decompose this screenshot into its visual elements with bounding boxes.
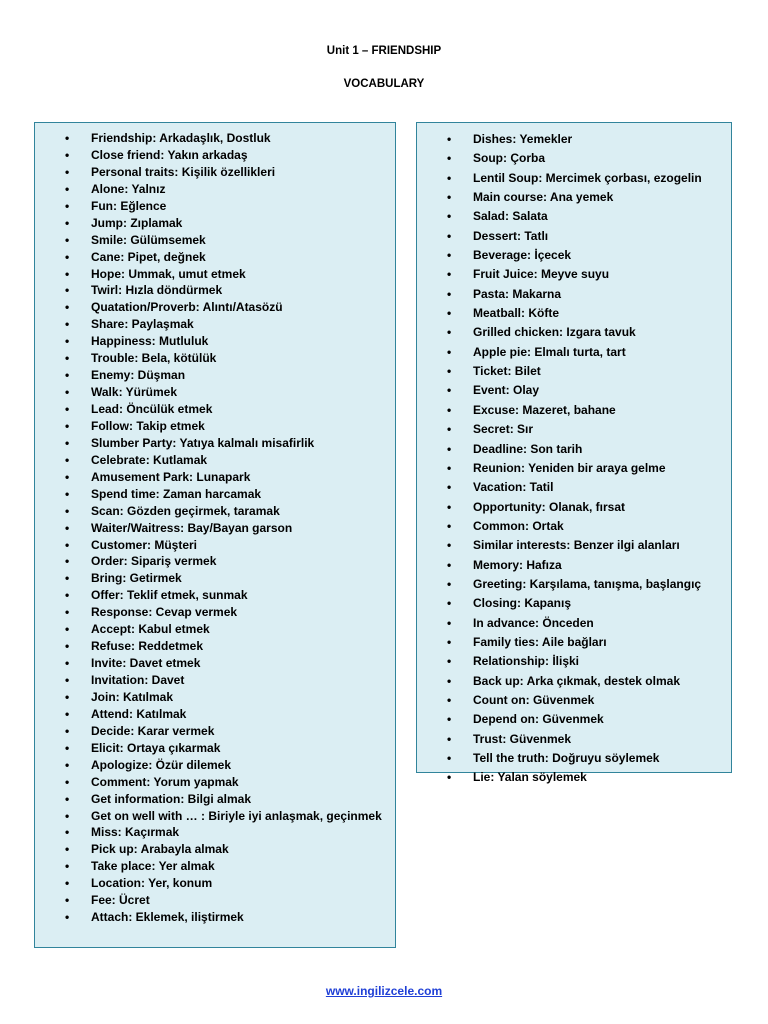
vocabulary-item: • Hope: Ummak, umut etmek — [35, 266, 382, 283]
vocabulary-item: • Enemy: Düşman — [35, 367, 382, 384]
vocabulary-list-right — [417, 130, 702, 788]
vocabulary-item: • Apple pie: Elmalı turta, tart — [417, 343, 702, 362]
vocabulary-item: • Salad: Salata — [417, 207, 702, 226]
vocabulary-item: • Twirl: Hızla döndürmek — [35, 282, 382, 299]
vocabulary-item: • Celebrate: Kutlamak — [35, 452, 382, 469]
vocabulary-item: • Meatball: Köfte — [417, 304, 702, 323]
vocabulary-item: • Decide: Karar vermek — [35, 723, 382, 740]
vocabulary-item: • Tell the truth: Doğruyu söylemek — [417, 749, 702, 768]
vocabulary-item: • Customer: Müşteri — [35, 537, 382, 554]
vocabulary-item: • Lead: Öncülük etmek — [35, 401, 382, 418]
vocabulary-item: • Count on: Güvenmek — [417, 691, 702, 710]
vocabulary-item: • Memory: Hafıza — [417, 556, 702, 575]
vocabulary-item: • Soup: Çorba — [417, 149, 702, 168]
vocabulary-item: • Dishes: Yemekler — [417, 130, 702, 149]
vocabulary-item: • Join: Katılmak — [35, 689, 382, 706]
vocabulary-item: • Get on well with … : Biriyle iyi anlaşmak, geçinmek — [35, 808, 382, 825]
vocabulary-item: • Accept: Kabul etmek — [35, 621, 382, 638]
vocabulary-item: • Response: Cevap vermek — [35, 604, 382, 621]
vocabulary-item: • Greeting: Karşılama, tanışma, başlangıç — [417, 575, 702, 594]
vocabulary-item: • Fee: Ücret — [35, 892, 382, 909]
vocabulary-item: • Closing: Kapanış — [417, 594, 702, 613]
vocabulary-item: • Elicit: Ortaya çıkarmak — [35, 740, 382, 757]
vocabulary-item: • Attach: Eklemek, iliştirmek — [35, 909, 382, 926]
vocabulary-item: • Happiness: Mutluluk — [35, 333, 382, 350]
vocabulary-item: • Depend on: Güvenmek — [417, 710, 702, 729]
vocabulary-item: • Reunion: Yeniden bir araya gelme — [417, 459, 702, 478]
vocabulary-item: • Similar interests: Benzer ilgi alanları — [417, 536, 702, 555]
vocabulary-item: • Back up: Arka çıkmak, destek olmak — [417, 672, 702, 691]
vocabulary-box-left — [34, 122, 396, 948]
vocabulary-item: • Deadline: Son tarih — [417, 440, 702, 459]
vocabulary-box-right — [416, 122, 732, 785]
vocabulary-item: • Vacation: Tatil — [417, 478, 702, 497]
footer — [0, 984, 768, 998]
vocabulary-item: • Share: Paylaşmak — [35, 316, 382, 333]
vocabulary-item: • Personal traits: Kişilik özellikleri — [35, 164, 382, 181]
vocabulary-item: • Invitation: Davet — [35, 672, 382, 689]
vocabulary-item: • Location: Yer, konum — [35, 875, 382, 892]
section-heading: VOCABULARY — [343, 78, 425, 90]
vocabulary-item: • Close friend: Yakın arkadaş — [35, 147, 382, 164]
vocabulary-item: • Family ties: Aile bağları — [417, 633, 702, 652]
vocabulary-item: • Invite: Davet etmek — [35, 655, 382, 672]
vocabulary-item: • In advance: Önceden — [417, 614, 702, 633]
vocabulary-item: • Trouble: Bela, kötülük — [35, 350, 382, 367]
vocabulary-item: • Fun: Eğlence — [35, 198, 382, 215]
vocabulary-item: • Common: Ortak — [417, 517, 702, 536]
vocabulary-item: • Friendship: Arkadaşlık, Dostluk — [35, 130, 382, 147]
vocabulary-item: • Apologize: Özür dilemek — [35, 757, 382, 774]
vocabulary-item: • Scan: Gözden geçirmek, taramak — [35, 503, 382, 520]
vocabulary-item: • Pasta: Makarna — [417, 285, 702, 304]
vocabulary-item: • Fruit Juice: Meyve suyu — [417, 265, 702, 284]
vocabulary-item: • Secret: Sır — [417, 420, 702, 439]
vocabulary-item: • Refuse: Reddetmek — [35, 638, 382, 655]
vocabulary-item: • Dessert: Tatlı — [417, 227, 702, 246]
vocabulary-item: • Beverage: İçecek — [417, 246, 702, 265]
vocabulary-item: • Jump: Zıplamak — [35, 215, 382, 232]
vocabulary-item: • Event: Olay — [417, 381, 702, 400]
vocabulary-list-left — [35, 130, 382, 926]
vocabulary-item: • Offer: Teklif etmek, sunmak — [35, 587, 382, 604]
vocabulary-item: • Smile: Gülümsemek — [35, 232, 382, 249]
vocabulary-item: • Main course: Ana yemek — [417, 188, 702, 207]
vocabulary-item: • Relationship: İlişki — [417, 652, 702, 671]
vocabulary-item: • Waiter/Waitress: Bay/Bayan garson — [35, 520, 382, 537]
vocabulary-item: • Opportunity: Olanak, fırsat — [417, 498, 702, 517]
vocabulary-item: • Pick up: Arabayla almak — [35, 841, 382, 858]
vocabulary-item: • Take place: Yer almak — [35, 858, 382, 875]
vocabulary-item: • Get information: Bilgi almak — [35, 791, 382, 808]
vocabulary-item: • Lie: Yalan söylemek — [417, 768, 702, 787]
vocabulary-item: • Ticket: Bilet — [417, 362, 702, 381]
vocabulary-item: • Amusement Park: Lunapark — [35, 469, 382, 486]
page-title: Unit 1 – FRIENDSHIP — [326, 45, 442, 57]
vocabulary-item: • Cane: Pipet, değnek — [35, 249, 382, 266]
vocabulary-item: • Quatation/Proverb: Alıntı/Atasözü — [35, 299, 382, 316]
vocabulary-item: • Spend time: Zaman harcamak — [35, 486, 382, 503]
vocabulary-item: • Miss: Kaçırmak — [35, 824, 382, 841]
vocabulary-item: • Lentil Soup: Mercimek çorbası, ezogelin — [417, 169, 702, 188]
vocabulary-item: • Walk: Yürümek — [35, 384, 382, 401]
vocabulary-item: • Attend: Katılmak — [35, 706, 382, 723]
vocabulary-item: • Trust: Güvenmek — [417, 730, 702, 749]
website-link[interactable]: www.ingilizcele.com — [325, 984, 443, 998]
vocabulary-item: • Order: Sipariş vermek — [35, 553, 382, 570]
vocabulary-item: • Grilled chicken: Izgara tavuk — [417, 323, 702, 342]
vocabulary-item: • Comment: Yorum yapmak — [35, 774, 382, 791]
vocabulary-item: • Excuse: Mazeret, bahane — [417, 401, 702, 420]
vocabulary-item: • Alone: Yalnız — [35, 181, 382, 198]
vocabulary-item: • Follow: Takip etmek — [35, 418, 382, 435]
vocabulary-item: • Bring: Getirmek — [35, 570, 382, 587]
vocabulary-item: • Slumber Party: Yatıya kalmalı misafirlik — [35, 435, 382, 452]
